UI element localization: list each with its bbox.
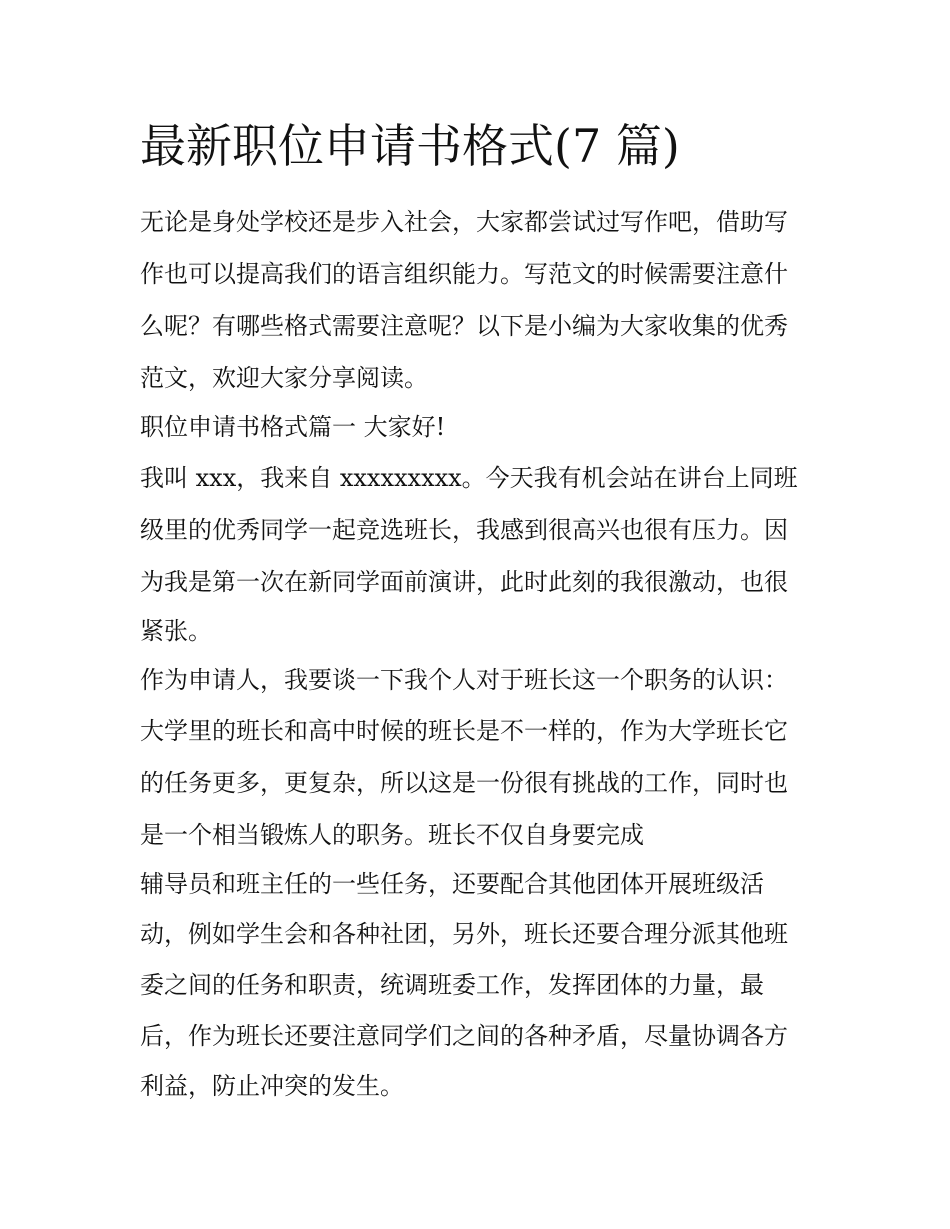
section-heading-line: 职位申请书格式篇一 大家好! xyxy=(140,413,446,441)
document-title: 最新职位申请书格式(7 篇) xyxy=(140,119,680,173)
paragraph-line-15: 动，例如学生会和各种社团，另外，班长还要合理分派其他班 xyxy=(140,920,788,948)
paragraph-line-2: 作也可以提高我们的语言组织能力。写范文的时候需要注意什 xyxy=(140,260,788,288)
paragraph-line-8: 为我是第一次在新同学面前演讲，此时此刻的我很激动，也很 xyxy=(140,568,788,596)
paragraph-line-4: 范文，欢迎大家分享阅读。 xyxy=(140,364,428,392)
paragraph-line-6: 我叫 xxx，我来自 xxxxxxxxx。今天我有机会站在讲台上同班 xyxy=(140,464,798,492)
paragraph-line-1: 无论是身处学校还是步入社会，大家都尝试过写作吧，借助写 xyxy=(140,208,788,236)
paragraph-line-9: 紧张。 xyxy=(140,617,212,645)
paragraph-line-3: 么呢？有哪些格式需要注意呢？以下是小编为大家收集的优秀 xyxy=(140,312,788,340)
paragraph-line-12: 的任务更多，更复杂，所以这是一份很有挑战的工作，同时也 xyxy=(140,769,788,797)
paragraph-line-18: 利益，防止冲突的发生。 xyxy=(140,1072,404,1100)
paragraph-line-7: 级里的优秀同学一起竞选班长，我感到很高兴也很有压力。因 xyxy=(140,516,788,544)
paragraph-line-14: 辅导员和班主任的一些任务，还要配合其他团体开展班级活 xyxy=(140,870,764,898)
paragraph-line-16: 委之间的任务和职责，统调班委工作，发挥团体的力量，最 xyxy=(140,971,764,999)
paragraph-line-17: 后，作为班长还要注意同学们之间的各种矛盾，尽量协调各方 xyxy=(140,1022,788,1050)
paragraph-line-13: 是一个相当锻炼人的职务。班长不仅自身要完成 xyxy=(140,821,644,849)
paragraph-line-11: 大学里的班长和高中时候的班长是不一样的，作为大学班长它 xyxy=(140,717,788,745)
paragraph-line-10: 作为申请人，我要谈一下我个人对于班长这一个职务的认识： xyxy=(140,666,788,694)
